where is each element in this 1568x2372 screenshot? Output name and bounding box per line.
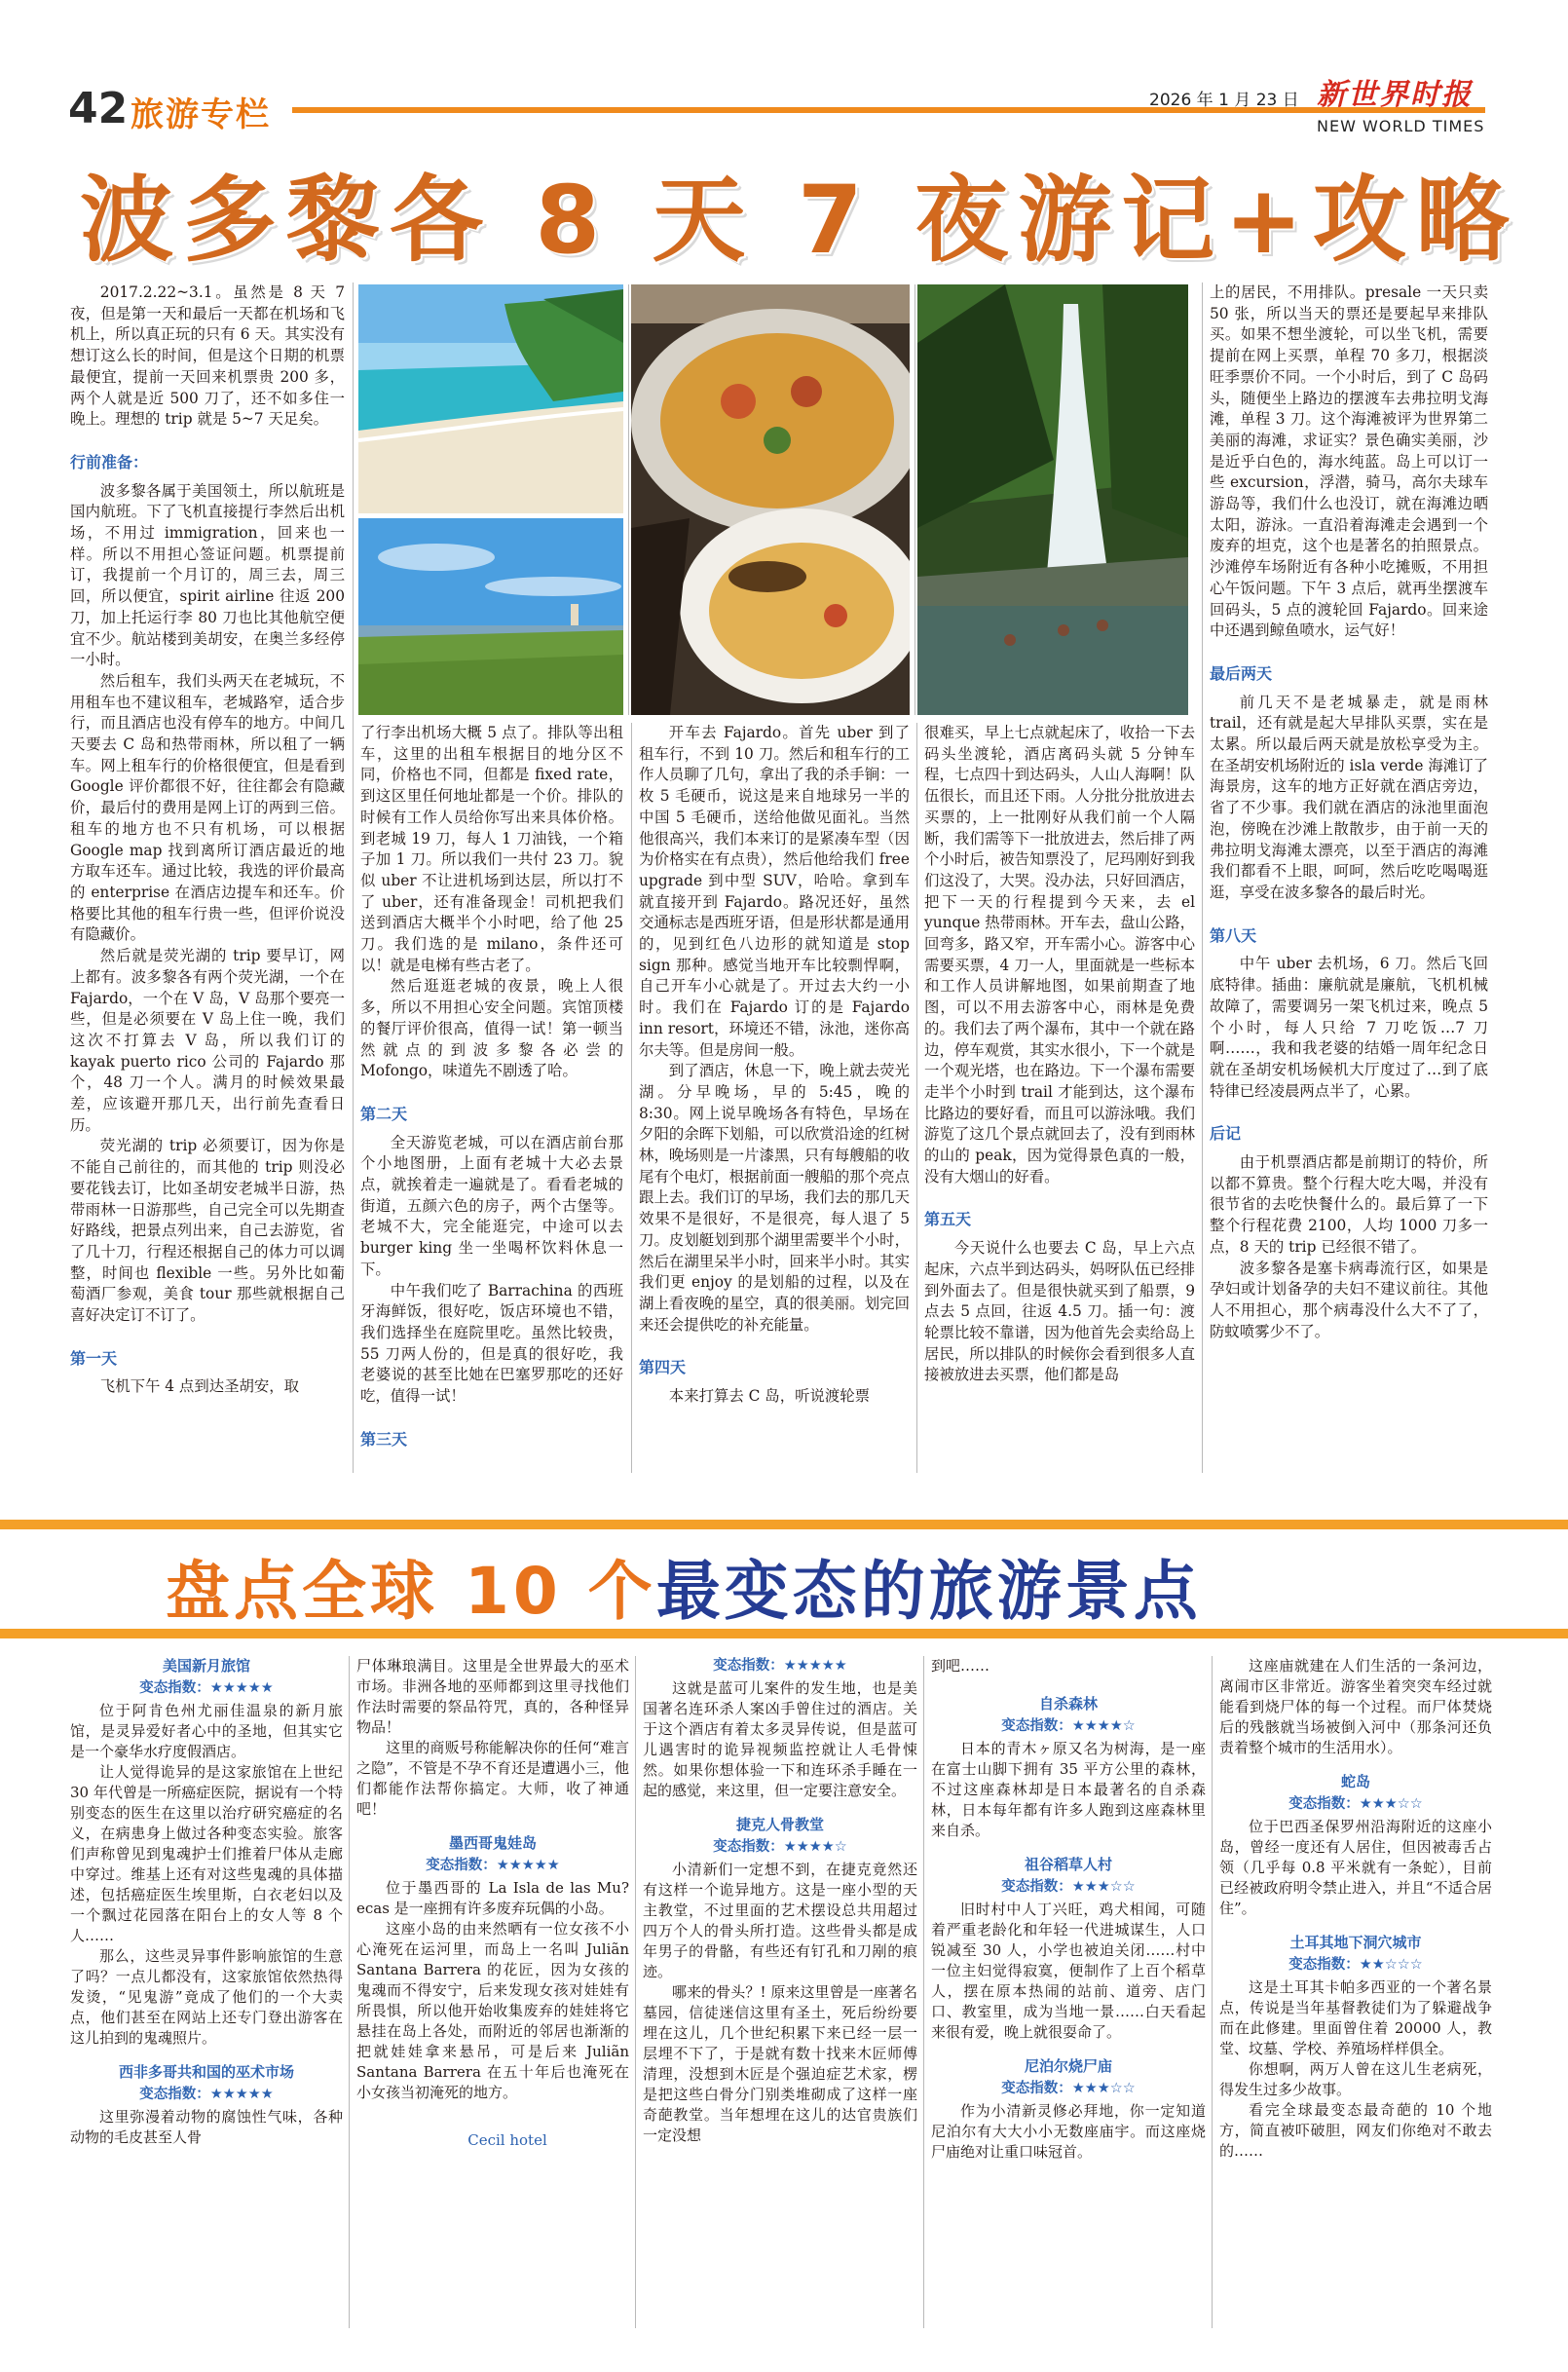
star-rating-icon: ★★★★☆ bbox=[783, 1839, 847, 1855]
beach-photo bbox=[358, 284, 623, 513]
spot-title: 墨西哥鬼娃岛 bbox=[448, 1834, 537, 1852]
newspaper-name-en: NEW WORLD TIMES bbox=[1317, 117, 1485, 135]
subheading-last-two-days: 最后两天 bbox=[1210, 663, 1273, 683]
subheading-day2: 第二天 bbox=[360, 1104, 408, 1123]
star-rating-icon: ★★☆☆☆ bbox=[1359, 1957, 1423, 1973]
spot-index: 变态指数：★★★★☆ bbox=[713, 1839, 847, 1855]
spot-title: 西非多哥共和国的巫术市场 bbox=[118, 2063, 294, 2081]
paragraph: 你想啊，两万人曾在这儿生老病死，得发生过多少故事。 bbox=[1219, 2060, 1492, 2098]
star-rating-icon: ★★★☆☆ bbox=[1359, 1796, 1423, 1812]
fort-lawn-photo bbox=[358, 518, 623, 715]
article-column-5 bbox=[1210, 282, 1488, 1473]
spot-title: 捷克人骨教堂 bbox=[735, 1816, 824, 1833]
paragraph: 然后逛逛老城的夜景，晚上人很多，所以不用担心安全问题。宾馆顶楼的餐厅评价很高，值得一试！第一顿当然就点的到波多黎各必尝的 Mofongo，味道先不剧透了哈。 bbox=[360, 977, 623, 1080]
waterfall-photo bbox=[917, 284, 1188, 715]
paragraph: 尸体琳琅满目。这里是全世界最大的巫术市场。非洲各地的巫师都到这里寻找他们作法时需要的祭品符咒，真的，各种怪异物品！ bbox=[356, 1657, 629, 1736]
spot-index: 变态指数：★★★★☆ bbox=[1001, 1718, 1136, 1734]
header-rule bbox=[292, 107, 1485, 113]
spot-index: 变态指数：★★★★★ bbox=[426, 1858, 560, 1873]
paragraph: 然后就是荧光湖的 trip 要早订，网上都有。波多黎各有两个荧光湖，一个在 Fajardo，一个在 V 岛，V 岛那个要亮一些，但是必须要在 V 岛上住一晚，我们这次不打算去 V 岛，所以我们订的 kayak puerto rico 公司的 Fajardo 那个，48 刀一个人。满月的时候效果最差，应该避开那几天，出行前先查看日历。 bbox=[70, 947, 345, 1134]
paragraph: 然后租车，我们头两天在老城玩，不用租车也不建议租车，老城路窄，适合步行，而且酒店也没有停车的地方。中间几天要去 C 岛和热带雨林，所以租了一辆车。网上租车行的价格很便宜，但是看到 Google 评价都很不好，往往都会有隐藏价，最后付的费用是网上订的两到三倍。租车的地方也不只有机场，可以根据 Google map 找到离所订酒店最近的地方取车还车。通过比较，我选的评价最高的 enterprise 在酒店边提车和还车。价格要比其他的租车行贵一些，但评价说没有隐藏价。 bbox=[70, 671, 345, 944]
paragraph: 这座庙就建在人们生活的一条河边，离闹市区非常近。游客坐着突突车经过就能看到烧尸体的每一个过程。而尸体焚烧后的残骸就当场被倒入河中（那条河还负责着整个城市的生活用水）。 bbox=[1219, 1657, 1492, 1756]
spot-title: 土耳其地下洞穴城市 bbox=[1289, 1934, 1422, 1951]
spot-index: 变态指数：★★★☆☆ bbox=[1288, 1796, 1423, 1812]
spot-title: 蛇岛 bbox=[1340, 1773, 1370, 1790]
article-title: 波多黎各 8 天 7 夜游记+攻略 bbox=[80, 166, 1519, 275]
feature-column-5 bbox=[1219, 1656, 1492, 2328]
spot-title: 尼泊尔烧尸庙 bbox=[1024, 2057, 1112, 2075]
spot-title: 祖谷稻草人村 bbox=[1024, 1856, 1112, 1873]
photo-caption: Cecil hotel bbox=[467, 2131, 547, 2149]
paragraph: 本来打算去 C 岛，听说渡轮票 bbox=[668, 1387, 871, 1406]
spot-index: 变态指数：★★★☆☆ bbox=[1001, 1879, 1136, 1895]
paragraph: 飞机下午 4 点到达圣胡安，取 bbox=[99, 1377, 300, 1396]
paragraph: 了行李出机场大概 5 点了。排队等出租车，这里的出租车根据目的地分区不同，价格也不同，但都是 fixed rate，到这区里任何地址都是一个价。排队的时候有工作人员给你写出来具体价格。到老城 19 刀，每人 1 刀油钱，一个箱子加 1 刀。所以我们一共付 23 刀。貌似 uber 不让进机场到达层，所以打不了 uber，还有准备现金！司机把我们送到酒店大概半个小时吧，给了他 25 刀。我们选的是 milano，条件还可以！就是电梯有些古老了。 bbox=[360, 724, 623, 974]
paragraph: 2017.2.22~3.1。虽然是 8 天 7 夜，但是第一天和最后一天都在机场和飞机上，所以真正玩的只有 6 天。其实没有想订这么长的时间，但是这个日期的机票最便宜，提前一天回来机票贵 200 多，两个人就是近 500 刀了，还不如多住一晚上。理想的 trip 就是 5~7 天足矣。 bbox=[70, 283, 345, 429]
paragraph: 哪来的骨头？! 原来这里曾是一座著名墓园，信徒迷信这里有圣土，死后纷纷要埋在这儿，几个世纪积累下来已经一层一层埋不下了，于是就有数十找来木匠师傅清理，没想到木匠是个强迫症艺术家，楞是把这些白骨分门别类堆砌成了这样一座奇葩教堂。当年想埋在这儿的达官贵族们一定没想 bbox=[643, 1983, 917, 2144]
paragraph: 这里弥漫着动物的腐蚀性气味，各种动物的毛皮甚至人骨 bbox=[70, 2108, 343, 2146]
paragraph: 荧光湖的 trip 必须要订，因为你是不能自己前往的，而其他的 trip 则没必要花钱去订，比如圣胡安老城半日游，热带雨林一日游那些，自己完全可以先期查好路线，把景点列出来，自己去游览，省了几十刀，行程还根据自己的体力可以调整，时间也 flexible 一些。另外比如葡萄酒厂参观，美食 tour 那些就根据自己喜好决定订不订了。 bbox=[70, 1137, 345, 1325]
spot-index: 变态指数：★★☆☆☆ bbox=[1288, 1957, 1423, 1973]
star-rating-icon: ★★★☆☆ bbox=[1071, 1879, 1136, 1895]
column-divider bbox=[349, 1656, 350, 2328]
paragraph: 位于阿肯色州尤丽佳温泉的新月旅馆，是灵异爱好者心中的圣地，但其实它是一个豪华水疗度假酒店。 bbox=[70, 1702, 343, 1760]
column-divider bbox=[631, 723, 632, 1473]
subheading-day4: 第四天 bbox=[639, 1358, 687, 1377]
subheading-afterword: 后记 bbox=[1210, 1124, 1242, 1144]
paragraph: 位于墨西哥的 La Isla de las Mu?ecas 是一座拥有许多废弃玩偶的小岛。 bbox=[356, 1879, 629, 1917]
section-name: 旅游专栏 bbox=[131, 95, 271, 134]
column-divider bbox=[923, 1656, 924, 2328]
spot-index: 变态指数：★★★☆☆ bbox=[1001, 2081, 1136, 2096]
paragraph: 作为小清新灵修必拜地，你一定知道尼泊尔有大大小小无数座庙宇。而这座烧尸庙绝对让重口味冠首。 bbox=[931, 2102, 1206, 2161]
subheading-prep: 行前准备： bbox=[70, 452, 149, 471]
newspaper-logo: 新世界时报 bbox=[1317, 78, 1473, 112]
column-divider bbox=[916, 723, 917, 1473]
star-rating-icon: ★★★★★ bbox=[783, 1658, 847, 1674]
paragraph: 到吧…… bbox=[931, 1657, 990, 1675]
feature-title bbox=[166, 1539, 1202, 1632]
paragraph: 这里的商贩号称能解决你的任何“难言之隐”，不管是不孕不育还是遭遇小三，他们都能作法帮你搞定。大师，收了神通吧！ bbox=[356, 1739, 629, 1818]
column-divider bbox=[635, 1656, 636, 2328]
paragraph: 小清新们一定想不到，在捷克竟然还有这样一个诡异地方。这是一座小型的天主教堂，不过里面的艺术摆设总共用超过四万个人的骨头所打造。这些骨头都是成年男子的骨骼，有些还有钉孔和刀剐的痕迹。 bbox=[643, 1861, 917, 1980]
issue-date: 2026 年 1 月 23 日 bbox=[1149, 91, 1299, 110]
spot-title: 美国新月旅馆 bbox=[162, 1657, 250, 1675]
paragraph: 那么，这些灵异事件影响旅馆的生意了吗？一点儿都没有，这家旅馆依然热得发烫，“见鬼游”竟成了他们的一个大卖点，他们甚至在网站上还专门登出游客在这儿拍到的鬼魂照片。 bbox=[70, 1947, 343, 2047]
column-divider bbox=[1202, 282, 1203, 1473]
paragraph: 到了酒店，休息一下，晚上就去荧光湖。分早晚场，早的 5:45，晚的 8:30。网上说早晚场各有特色，早场在夕阳的余晖下划船，可以欣赏沿途的红树林，晚场则是一片漆黑，只有每艘船的收尾有个电灯，根据前面一艘船的那个亮点跟上去。我们订的早场，我们去的那几天效果不是很好，不是很亮，每人退了 5 刀。皮划艇划到那个湖里需要半个小时，然后在湖里呆半小时，回来半小时。其实我们更 enjoy 的是划船的过程，以及在湖上看夜晚的星空，真的很美丽。划完回来还会提供吃的补充能量。 bbox=[639, 1062, 910, 1334]
star-rating-icon: ★★★★★ bbox=[209, 1680, 274, 1696]
paragraph: 中午我们吃了 Barrachina 的西班牙海鲜饭，很好吃，饭店环境也不错，我们选择坐在庭院里吃。虽然比较贵，55 刀两人份的，但是真的很好吃，我老婆说的甚至比她在巴塞罗那吃的还好吃，值得一试！ bbox=[360, 1281, 623, 1406]
paragraph: 开车去 Fajardo。首先 uber 到了租车行，不到 10 刀。然后和租车行的工作人员聊了几句，拿出了我的杀手锏：一枚 5 毛硬币，说这是来自地球另一半的中国 5 毛硬币，送给他做见面礼。当然他很高兴，我们本来订的是紧凑车型（因为价格实在有点贵），然后他给我们 free upgrade 到中型 SUV，哈哈。拿到车就直接开到 Fajardo。路况还好，虽然交通标志是西班牙语，但是形状都是通用的，见到红色八边形的就知道是 stop sign 那种。感觉当地开车比较剽悍啊，自己开车小心就是了。开过去大约一小时。我们在 Fajardo 订的是 Fajardo inn resort，环境还不错，泳池，迷你高尔夫等。但是房间一般。 bbox=[639, 724, 910, 1059]
paragraph: 波多黎各是塞卡病毒流行区，如果是孕妇或计划备孕的夫妇不建议前往。其他人不用担心，那个病毒没什么大不了了，防蚊喷雾少不了。 bbox=[1210, 1259, 1488, 1340]
feature-column-4 bbox=[931, 1656, 1206, 2328]
food-photo bbox=[631, 284, 910, 715]
feature-title-part2: 最变态的旅游景点 bbox=[655, 1554, 1202, 1629]
spot-title: 自杀森林 bbox=[1038, 1695, 1098, 1713]
paragraph: 由于机票酒店都是前期订的特价，所以都不算贵。整个行程大吃大喝，并没有很节省的去吃快餐什么的。最后算了一下整个行程花费 2100，人均 1000 刀多一点，8 天的 trip 已经很不错了。 bbox=[1210, 1153, 1488, 1256]
article-column-2 bbox=[360, 723, 623, 1473]
article-column-3 bbox=[639, 723, 910, 1473]
spot-index: 变态指数：★★★★★ bbox=[713, 1658, 847, 1674]
feature-column-2 bbox=[356, 1656, 629, 2328]
feature-column-3 bbox=[643, 1656, 917, 2328]
spot-index: 变态指数：★★★★★ bbox=[139, 2087, 274, 2102]
paragraph: 这座小岛的由来然晒有一位女孩不小心淹死在运河里，而岛上一名叫 Juliãn Santana Barrera 的花匠，因为女孩的鬼魂而不得安宁，后来发现女孩对娃娃有所畏惧，所以他开始收集废弃的娃娃将它悬挂在岛上各处，而附近的邻居也渐渐的把就娃娃拿来悬吊，可是后来 Juliãn Santana Barrera 在五十年后也淹死在小女孩当初淹死的地方。 bbox=[356, 1920, 629, 2101]
column-divider bbox=[353, 282, 354, 1473]
paragraph: 中午 uber 去机场，6 刀。然后飞回底特律。插曲：廉航就是廉航，飞机机械故障了，需要调另一架飞机过来，晚点 5 个小时，每人只给 7 刀吃饭…7 刀啊……，我和我老婆的结婚一周年纪念日就在圣胡安机场候机大厅度过了…到了底特律已经凌晨两点半了，心累。 bbox=[1210, 955, 1488, 1100]
paragraph: 这是土耳其卡帕多西亚的一个著名景点，传说是当年基督教徒们为了躲避战争而在此修建。里面曾住着 20000 人，教堂、坟墓、学校、养殖场样样俱全。 bbox=[1219, 1978, 1492, 2057]
paragraph: 让人觉得诡异的是这家旅馆在上世纪 30 年代曾是一所癌症医院，据说有一个特别变态的医生在这里以治疗研究癌症的名义，在病患身上做过各种变态实验。旅客们声称曾见到鬼魂护士们推着尸体从走廊中穿过。维基上还有对这些鬼魂的具体描述，包括癌症医生埃里斯，白衣老妇以及一个飘过花园落在阳台上的女人等 8 个人…… bbox=[70, 1763, 343, 1944]
paragraph: 位于巴西圣保罗州沿海附近的这座小岛，曾经一度还有人居住，但因被毒舌占领（几乎每 0.8 平米就有一条蛇），目前已经被政府明令禁止进入，并且“不适合居住”。 bbox=[1219, 1818, 1492, 1917]
paragraph: 这就是蓝可儿案件的发生地，也是美国著名连环杀人案凶手曾住过的酒店。关于这个酒店有着太多灵异传说，但是蓝可儿遇害时的诡异视频监控就让人毛骨悚然。如果你想体验一下和连环杀手睡在一起的感觉，来这里，但一定要注意安全。 bbox=[643, 1679, 917, 1799]
paragraph: 今天说什么也要去 C 岛，早上六点起床，六点半到达码头，妈呀队伍已经排到外面去了。但是很快就买到了船票，9 点去 5 点回，往返 4.5 刀。插一句：渡轮票比较不靠谱，因为他首先会卖给岛上居民，所以排队的时候你会看到很多人直接被放进去买票，他们都是岛 bbox=[924, 1239, 1195, 1384]
feature-title-part1: 盘点全球 10 个 bbox=[166, 1554, 656, 1629]
paragraph: 波多黎各属于美国领土，所以航班是国内航班。下了飞机直接提行李然后出机场，不用过 immigration，回来也一样。所以不用担心签证问题。机票提前订，我提前一个月订的，周三去，周三回，所以便宜，spirit airline 往返 200 刀，加上托运行李 80 刀也比其他航空便宜不少。航站楼到美胡安，在奥兰多经停一小时。 bbox=[70, 481, 345, 669]
column-divider bbox=[628, 284, 629, 715]
paragraph: 日本的青木ヶ原又名为树海，是一座在富士山脚下拥有 35 平方公里的森林，不过这座森林却是日本最著名的自杀森林，日本每年都有许多人跑到这座森林里来自杀。 bbox=[931, 1740, 1206, 1839]
star-rating-icon: ★★★★★ bbox=[209, 2087, 274, 2102]
feature-column-1 bbox=[70, 1656, 343, 2328]
paragraph: 前几天不是老城暴走，就是雨林 trail，还有就是起大早排队买票，实在是太累。所以最后两天就是放松享受为主。在圣胡安机场附近的 isla verde 海滩订了海景房，这车的地方正好就在酒店旁边，省了不少事。我们就在酒店的泳池里面泡泡，傍晚在沙滩上散散步，由于前一天的弗拉明戈海滩太漂亮，以至于酒店的海滩我们都看不上眼，呵呵，然后吃吃喝喝逛逛，享受在波多黎各的最后时光。 bbox=[1210, 693, 1488, 901]
paragraph: 很难买，早上七点就起床了，收拾一下去码头坐渡轮，酒店离码头就 5 分钟车程，七点四十到达码头，人山人海啊！队伍很长，而且还下雨。人分批分批放进去买票的，上一批刚好从我们前一个人隔断，我们需等下一批放进去，然后排了两个小时后，被告知票没了，尼玛刚好到我们这没了，大哭。没办法，只好回酒店，把下一天的行程提到今天来，去 el yunque 热带雨林。开车去，盘山公路，回弯多，路又窄，开车需小心。游客中心需要买票，4 刀一人，里面就是一些标本和工作人员讲解地图，如果前期查了地图，可以不用去游客中心，雨林是免费的。我们去了两个瀑布，其中一个就在路边，停车观赏，其实水很小，下一个就是一个观光塔，也在路边。下一个瀑布需要走半个小时到 trail 才能到达，这个瀑布比路边的要好看，而且可以游泳哦。我们游览了这几个景点就回去了，没有到雨林的山的 peak，因为觉得景色真的一般，没有大烟山的好看。 bbox=[924, 724, 1195, 1186]
subheading-day8: 第八天 bbox=[1210, 925, 1257, 945]
subheading-day3: 第三天 bbox=[360, 1429, 408, 1449]
article-column-4 bbox=[924, 723, 1195, 1473]
spot-index: 变态指数：★★★★★ bbox=[139, 1680, 274, 1696]
paragraph: 全天游览老城，可以在酒店前台那个小地图册，上面有老城十大必去景点，就挨着走一遍就是了。看看老城的街道，五颜六色的房子，两个古堡等。老城不大，完全能逛完，中途可以去 burger king 坐一坐喝杯饮料休息一下。 bbox=[360, 1133, 623, 1278]
band-rule-top bbox=[0, 1520, 1568, 1529]
paragraph: 旧时村中人丁兴旺，鸡犬相闻，可随着严重老龄化和年轻一代进城谋生，人口锐减至 30 人，小学也被迫关闭……村中一位主妇觉得寂寞，便制作了上百个稻草人，摆在原本热闹的站前、道旁、店门口、教室里，成为当地一景……白天看起来很有爱，晚上就很耍命了。 bbox=[931, 1901, 1206, 2041]
article-column-1 bbox=[70, 282, 345, 1473]
star-rating-icon: ★★★★★ bbox=[496, 1858, 560, 1873]
subheading-day1: 第一天 bbox=[70, 1348, 118, 1368]
star-rating-icon: ★★★★☆ bbox=[1071, 1718, 1136, 1734]
subheading-day5: 第五天 bbox=[924, 1210, 972, 1229]
column-divider bbox=[1212, 1656, 1213, 2328]
paragraph: 上的居民，不用排队。presale 一天只卖 50 张，所以当天的票还是要起早来排队买。如果不想坐渡轮，可以坐飞机，需要提前在网上买票，单程 70 多刀，根据淡旺季票价不同。一个小时后，到了 C 岛码头，随便坐上路边的摆渡车去弗拉明戈海滩，单程 3 刀。这个海滩被评为世界第二美丽的海滩，求证实？景色确实美丽，沙是近乎白色的，海水纯蓝。岛上可以订一些 excursion，浮潜，骑马，高尔夫球车游岛等，我们什么也没订，就在海滩边晒太阳，游泳。一直沿着海滩走会遇到一个废弃的坦克，这个也是著名的拍照景点。沙滩停车场附近有各种小吃摊贩，不用担心午饭问题。下午 3 点后，就再坐摆渡车回码头，5 点的渡轮回 Fajardo。回来途中还遇到鲸鱼喷水，运气好！ bbox=[1210, 283, 1488, 640]
star-rating-icon: ★★★☆☆ bbox=[1071, 2081, 1136, 2096]
paragraph: 看完全球最变态最奇葩的 10 个地方，简直被吓破胆，网友们你绝对不敢去的…… bbox=[1219, 2101, 1492, 2160]
page-number: 42 bbox=[68, 84, 129, 133]
